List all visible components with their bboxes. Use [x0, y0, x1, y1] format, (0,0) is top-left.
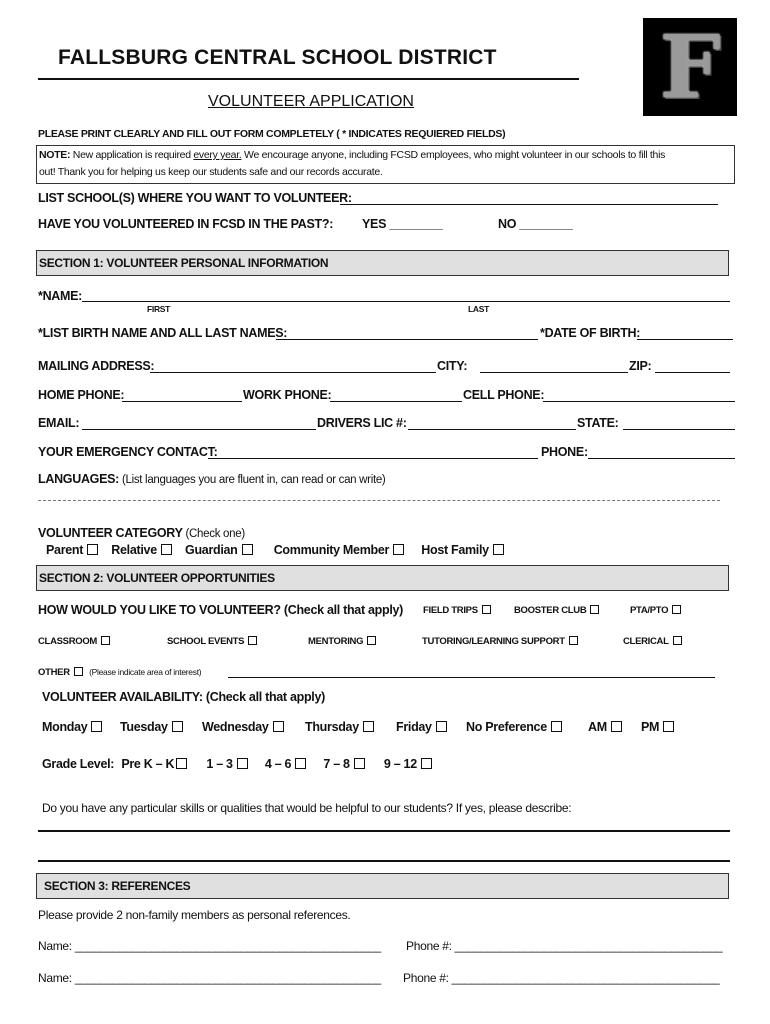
zip-label: ZIP:: [629, 359, 652, 373]
opt-school-events-label: SCHOOL EVENTS: [167, 636, 245, 647]
district-underline: [38, 78, 579, 80]
category-guardian[interactable]: [185, 543, 252, 557]
checkbox-icon[interactable]: [663, 721, 674, 732]
time-pm[interactable]: [641, 720, 674, 734]
opt-field-trips-label: FIELD TRIPS: [423, 605, 478, 616]
checkbox-icon[interactable]: [273, 721, 284, 732]
skills-question: Do you have any particular skills or qualities that would be helpful to our students? If yes, please describe:: [42, 801, 572, 815]
note-line-1: [39, 149, 665, 161]
logo-letter: F: [659, 16, 721, 118]
note-label: NOTE:: [39, 149, 71, 161]
grade-4-6[interactable]: [265, 757, 306, 771]
emergency-phone-label: PHONE:: [541, 445, 588, 459]
time-am[interactable]: [588, 720, 622, 734]
how-label: HOW WOULD YOU LIKE TO VOLUNTEER? (Check all that apply): [38, 603, 404, 617]
grade-7-8[interactable]: [323, 757, 364, 771]
note-text-a: New application is required: [70, 149, 194, 161]
yes-option[interactable]: YES ________: [362, 217, 443, 231]
day-friday[interactable]: [396, 720, 447, 734]
day-wednesday-label: Wednesday: [202, 720, 269, 734]
opt-pta-label: PTA/PTO: [630, 605, 669, 616]
birth-names-field[interactable]: [276, 339, 538, 340]
opt-other[interactable]: [38, 667, 201, 678]
checkbox-icon[interactable]: [673, 636, 682, 645]
opt-tutoring[interactable]: [422, 636, 578, 647]
drivers-field[interactable]: [408, 429, 576, 430]
checkbox-icon[interactable]: [91, 721, 102, 732]
category-row: [38, 526, 245, 540]
state-label: STATE:: [577, 416, 619, 430]
note-line-2: out! Thank you for helping us keep our students safe and our records accurate.: [39, 166, 383, 178]
district-logo: [643, 18, 737, 116]
opt-tutoring-label: TUTORING/LEARNING SUPPORT: [422, 636, 565, 647]
state-field[interactable]: [623, 429, 735, 430]
checkbox-icon[interactable]: [354, 758, 365, 769]
dob-label: *DATE OF BIRTH:: [540, 326, 641, 340]
category-label: VOLUNTEER CATEGORY: [38, 526, 183, 540]
mailing-field[interactable]: [150, 372, 436, 373]
day-friday-label: Friday: [396, 720, 432, 734]
email-label: EMAIL:: [38, 416, 80, 430]
first-name-caption: FIRST: [147, 304, 171, 314]
note-text-b: We encourage anyone, including FCSD employees, who might volunteer in our schools to fill this: [241, 149, 666, 161]
opt-classroom-label: CLASSROOM: [38, 636, 98, 647]
opt-booster-club-label: BOOSTER CLUB: [514, 605, 587, 616]
grade-prek[interactable]: [121, 757, 187, 771]
category-relative-label: Relative: [111, 543, 157, 557]
checkbox-icon[interactable]: [237, 758, 248, 769]
cell-phone-label: CELL PHONE:: [463, 388, 545, 402]
other-hint: (Please indicate area of interest): [89, 667, 202, 677]
time-pm-label: PM: [641, 720, 660, 734]
checkbox-icon[interactable]: [421, 758, 432, 769]
section2-title: SECTION 2: VOLUNTEER OPPORTUNITIES: [39, 571, 275, 585]
availability-label: VOLUNTEER AVAILABILITY: (Check all that apply): [42, 690, 325, 704]
grade-1-3-label: 1 – 3: [206, 757, 233, 771]
emergency-label: YOUR EMERGENCY CONTACT:: [38, 445, 218, 459]
day-thursday-label: Thursday: [305, 720, 359, 734]
checkbox-icon[interactable]: [295, 758, 306, 769]
checkbox-icon[interactable]: [493, 544, 504, 555]
day-monday[interactable]: [42, 720, 102, 734]
checkbox-icon[interactable]: [74, 667, 83, 676]
city-label: CITY:: [437, 359, 468, 373]
grade-label: Grade Level:: [42, 757, 115, 771]
category-community[interactable]: [274, 543, 404, 557]
checkbox-icon[interactable]: [248, 636, 257, 645]
opt-field-trips[interactable]: [423, 605, 491, 616]
other-field[interactable]: [228, 677, 715, 678]
checkbox-icon[interactable]: [363, 721, 374, 732]
checkbox-icon[interactable]: [242, 544, 253, 555]
opt-school-events[interactable]: [167, 636, 257, 647]
mailing-label: MAILING ADDRESS:: [38, 359, 155, 373]
category-relative[interactable]: [111, 543, 172, 557]
checkbox-icon[interactable]: [393, 544, 404, 555]
grade-1-3[interactable]: [206, 757, 247, 771]
district-title: FALLSBURG CENTRAL SCHOOL DISTRICT: [58, 46, 497, 69]
name-label: *NAME:: [38, 289, 83, 303]
opt-mentoring-label: MENTORING: [308, 636, 364, 647]
opt-mentoring[interactable]: [308, 636, 376, 647]
time-am-label: AM: [588, 720, 607, 734]
no-option[interactable]: NO ________: [498, 217, 573, 231]
home-phone-field[interactable]: [122, 401, 242, 402]
emergency-field[interactable]: [208, 458, 538, 459]
category-host-family-label: Host Family: [421, 543, 489, 557]
category-host-family[interactable]: [421, 543, 504, 557]
home-phone-label: HOME PHONE:: [38, 388, 125, 402]
work-phone-field[interactable]: [330, 401, 462, 402]
checkbox-icon[interactable]: [161, 544, 172, 555]
opt-clerical[interactable]: [623, 636, 682, 647]
form-title: VOLUNTEER APPLICATION: [208, 93, 414, 110]
category-guardian-label: Guardian: [185, 543, 238, 557]
day-thursday[interactable]: [305, 720, 374, 734]
languages-row: [38, 472, 385, 486]
day-no-preference-label: No Preference: [466, 720, 547, 734]
checkbox-icon[interactable]: [672, 605, 681, 614]
volunteered-past-label: HAVE YOU VOLUNTEERED IN FCSD IN THE PAST?:: [38, 217, 334, 231]
opt-clerical-label: CLERICAL: [623, 636, 669, 647]
ref1-name[interactable]: Name: ________________________________________________: [38, 939, 381, 953]
category-community-label: Community Member: [273, 543, 390, 557]
grade-prek-label: Pre K – K: [121, 757, 175, 771]
day-wednesday[interactable]: [202, 720, 284, 734]
day-tuesday-label: Tuesday: [120, 720, 168, 734]
grade-4-6-label: 4 – 6: [264, 757, 292, 771]
opt-pta[interactable]: [630, 605, 681, 616]
category-hint: (Check one): [185, 528, 245, 540]
languages-hint: (List languages you are fluent in, can read or can write): [121, 474, 386, 486]
skills-field-2[interactable]: [38, 860, 730, 862]
grade-9-12-label: 9 – 12: [383, 757, 417, 771]
grade-9-12[interactable]: [384, 757, 432, 771]
opt-booster-club[interactable]: [514, 605, 599, 616]
list-schools-label: LIST SCHOOL(S) WHERE YOU WANT TO VOLUNTEER:: [38, 191, 352, 205]
checkbox-icon[interactable]: [367, 636, 376, 645]
day-no-preference[interactable]: [466, 720, 562, 734]
zip-field[interactable]: [655, 372, 730, 373]
ref2-phone[interactable]: Phone #: __________________________________________: [403, 971, 720, 985]
category-parent[interactable]: [46, 543, 98, 557]
birth-names-label: *LIST BIRTH NAME AND ALL LAST NAMES:: [38, 326, 288, 340]
checkbox-icon[interactable]: [551, 721, 562, 732]
dob-field[interactable]: [637, 339, 733, 340]
checkbox-icon[interactable]: [172, 721, 183, 732]
languages-label: LANGUAGES:: [38, 472, 120, 486]
city-field[interactable]: [480, 372, 628, 373]
work-phone-label: WORK PHONE:: [243, 388, 332, 402]
name-field[interactable]: [82, 301, 730, 302]
checkbox-icon[interactable]: [482, 605, 491, 614]
opt-classroom[interactable]: [38, 636, 110, 647]
ref1-phone[interactable]: Phone #: __________________________________________: [406, 939, 723, 953]
grade-row: [42, 757, 432, 771]
section3-title: SECTION 3: REFERENCES: [44, 879, 191, 893]
languages-field[interactable]: [38, 500, 720, 501]
checkbox-icon[interactable]: [611, 721, 622, 732]
grade-7-8-label: 7 – 8: [323, 757, 350, 771]
day-monday-label: Monday: [42, 720, 88, 734]
skills-field-1[interactable]: [38, 830, 730, 832]
checkbox-icon[interactable]: [87, 544, 98, 555]
emergency-phone-field[interactable]: [588, 458, 735, 459]
section1-title: SECTION 1: VOLUNTEER PERSONAL INFORMATION: [39, 256, 329, 270]
references-instructions: Please provide 2 non-family members as personal references.: [38, 908, 351, 922]
checkbox-icon[interactable]: [176, 758, 187, 769]
category-parent-label: Parent: [46, 543, 84, 557]
category-options: [46, 543, 504, 557]
checkbox-icon[interactable]: [590, 605, 599, 614]
cell-phone-field[interactable]: [543, 401, 735, 402]
note-every-year: every year.: [193, 149, 242, 161]
print-clearly-note: PLEASE PRINT CLEARLY AND FILL OUT FORM COMPLETELY ( * INDICATES REQUIERED FIELDS): [38, 128, 506, 140]
checkbox-icon[interactable]: [101, 636, 110, 645]
opt-other-label: OTHER: [38, 667, 70, 678]
last-name-caption: LAST: [468, 304, 489, 314]
email-field[interactable]: [82, 429, 316, 430]
drivers-label: DRIVERS LIC #:: [317, 416, 407, 430]
ref2-name[interactable]: Name: ________________________________________________: [38, 971, 381, 985]
list-schools-field[interactable]: [340, 204, 718, 205]
checkbox-icon[interactable]: [436, 721, 447, 732]
day-tuesday[interactable]: [120, 720, 183, 734]
checkbox-icon[interactable]: [569, 636, 578, 645]
